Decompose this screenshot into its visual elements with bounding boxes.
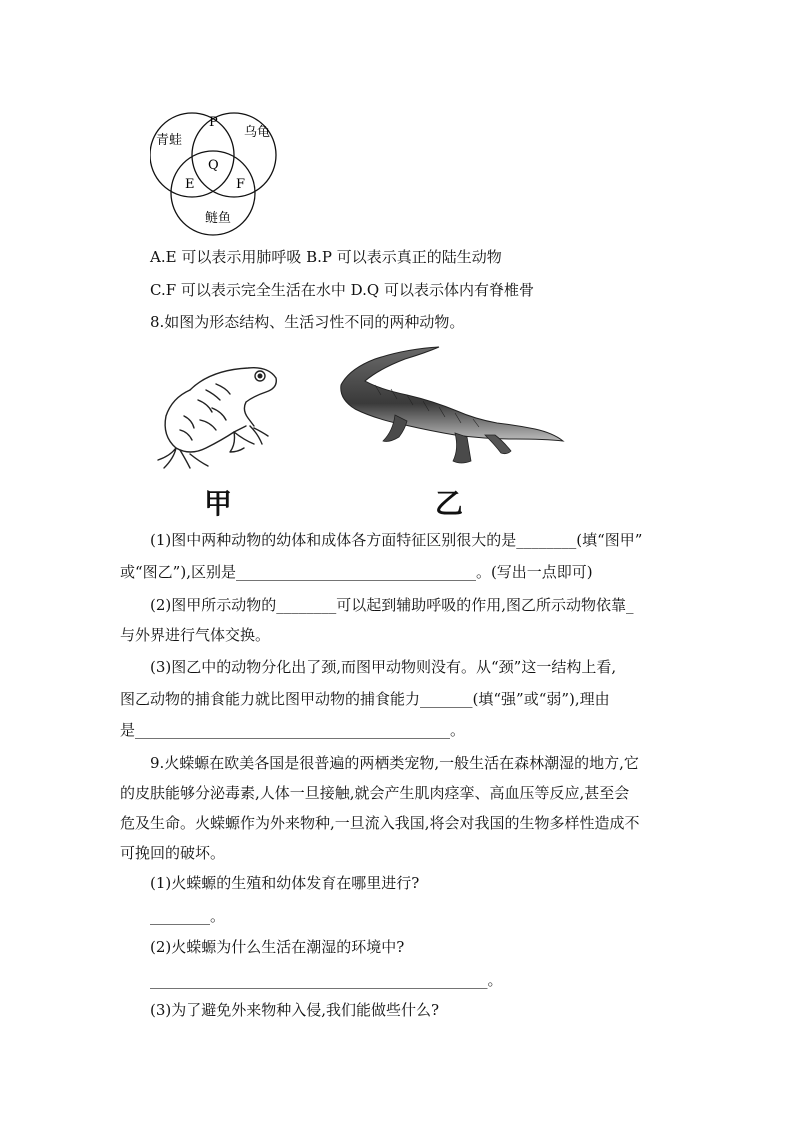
label-yi: 乙 (435, 487, 464, 520)
q9-answer2-blank: _____________________________________________。 (150, 971, 503, 989)
q8-part1-line2: 或“图乙”),区别是________________________________。(写出一点即可) (120, 563, 593, 581)
venn-label-f: F (236, 177, 246, 192)
venn-label-turtle: 乌龟 (244, 125, 271, 140)
q9-passage-line4: 可挽回的破坏。 (120, 844, 226, 862)
frog-illustration (150, 360, 282, 472)
venn-label-p: P (209, 115, 218, 130)
q9-subquestion1: (1)火蝾螈的生殖和幼体发育在哪里进行? (150, 874, 420, 892)
label-jia: 甲 (204, 487, 233, 520)
q8-part3-line3: 是__________________________________________。 (120, 721, 466, 739)
q9-passage-line1: 9.火蝾螈在欧美各国是很普遍的两栖类宠物,一般生活在森林潮湿的地方,它 (150, 754, 639, 772)
q7-options-line1: A.E 可以表示用肺呼吸 B.P 可以表示真正的陆生动物 (150, 248, 502, 266)
q8-part2-line1: (2)图甲所示动物的________可以起到辅助呼吸的作用,图乙所示动物依靠_ (150, 596, 634, 614)
venn-label-frog: 青蛙 (156, 133, 183, 148)
q9-subquestion3: (3)为了避免外来物种入侵,我们能做些什么? (150, 1001, 440, 1019)
venn-label-fish: 鲢鱼 (205, 211, 232, 226)
venn-label-q: Q (208, 158, 219, 173)
q8-part3-line1: (3)图乙中的动物分化出了颈,而图甲动物则没有。从“颈”这一结构上看, (150, 658, 617, 676)
q7-options-line2: C.F 可以表示完全生活在水中 D.Q 可以表示体内有脊椎骨 (150, 281, 534, 299)
crocodile-illustration (335, 345, 567, 473)
q8-part1-line1: (1)图中两种动物的幼体和成体各方面特征区别很大的是________(填“图甲” (150, 531, 643, 549)
q8-part3-line2: 图乙动物的捕食能力就比图甲动物的捕食能力_______(填“强”或“弱”),理由 (120, 690, 610, 708)
q9-answer1-blank: ________。 (150, 907, 226, 925)
venn-label-e: E (185, 177, 195, 192)
q9-passage-line3: 危及生命。火蝾螈作为外来物种,一旦流入我国,将会对我国的生物多样性造成不 (120, 814, 640, 832)
q9-subquestion2: (2)火蝾螈为什么生活在潮湿的环境中? (150, 938, 405, 956)
q8-part2-line2: 与外界进行气体交换。 (120, 626, 271, 644)
q8-stem: 8.如图为形态结构、生活习性不同的两种动物。 (150, 313, 465, 331)
venn-diagram (150, 105, 280, 240)
q9-passage-line2: 的皮肤能够分泌毒素,人体一旦接触,就会产生肌肉痉挛、高血压等反应,甚至会 (120, 784, 630, 802)
